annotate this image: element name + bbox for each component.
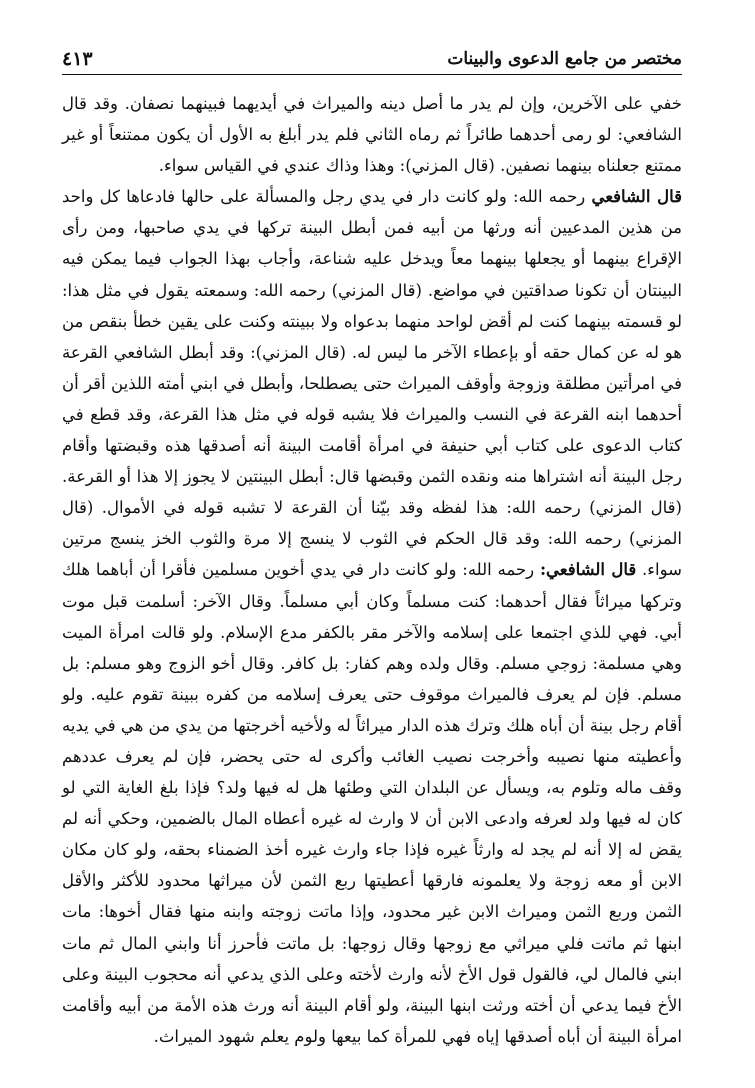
page-header bbox=[62, 40, 682, 74]
running-title: مختصر من جامع الدعوى والبينات bbox=[447, 49, 682, 69]
paragraph-2-text-continued: رحمه الله: ولو كانت دار في يدي أخوين مسلمين فأقرا أن أباهما هلك وتركها ميراثاً فقال أحدهما: كنت مسلماً وكان أبي مسلماً. وقال الآخر: أسلمت قبل موت أبي. فهي للذي اجتمعا على إسلامه والآخر مقر بالكفر مدع الإسلام. ولو قالت امرأة الميت وهي مسلمة: زوجي مسلم. وقال ولده وهم كفار: بل كافر. وقال أخو الزوج وهو مسلم: بل مسلم. فإن لم يعرف فالميراث موقوف حتى يعرف إسلامه من كفره ببينة تقوم عليه. ولو أقام رجل بينة أن أباه هلك وترك هذه الدار ميراثاً له ولأخيه أخرجتها من يدي من هي في يديه وأعطيته منها نصيبه وأخرجت نصيب الغائب وأكرى له حتى يحضر، فإن لم يعرف عددهم وقف ماله وتلوم به، ويسأل عن البلدان التي وطئها هل له فيها ولد؟ فإذا بلغ الغاية التي لو كان له فيها ولد لعرفه وادعى الابن أن لا وارث له غيره أعطاه المال بالضمين، وحكي أنه لم يقض له إلا أنه لم يجد له وارثاً غيره فإذا جاء وارث غيره أخذ الضمناء بحقه، ولو كان مكان الابن أو معه زوجة ولا يعلمونه فارقها أعطيتها ربع الثمن لأن ميراثها محدود للأكثر والأقل الثمن وربع الثمن وميراث الابن غير محدود، وإذا ماتت زوجته وابنه منها فقال أخوها: مات ابنها ثم ماتت فلي ميراثي مع زوجها وقال زوجها: بل ماتت فأحرز أنا وابني المال ثم مات ابني فالمال لي، فالقول قول الأخ لأنه وارث لأخته وعلى الذي يدعي أنه محجوب البينة وعلى الأخ فيما يدعي أن أخته ورثت ابنها البينة، ولو أقام البينة أنه ورث هذه الأمة من أبيه وأقامت امرأة البينة أن أباه أصدقها إياه فهي للمرأة كما بيعها ولوم يعلم شهود الميراث. bbox=[62, 560, 682, 1046]
paragraph-2-text: رحمه الله: ولو كانت دار في يدي رجل والمسألة على حالها فادعاها كل واحد من هذين المدعيين أنه ورثها من أبيه فمن أبطل البينة تركها في يدي صاحبها، ومن رأى الإقراع بينهما أو يجعلها بينهما معاً ويدخل عليه شناعة، وأجاب بهذا الجواب فيما يمكن فيه البينتان أن تكونا صداقتين في مواضع. (قال المزني) رحمه الله: وسمعته يقول في مثل هذا: لو قسمته بينهما كنت لم أقض لواحد منهما بدعواه ولا ببينته وكنت على يقين خطأ بنقص من هو له عن كمال حقه أو بإعطاء الآخر ما ليس له. (قال المزني): وقد أبطل الشافعي القرعة في امرأتين مطلقة وزوجة وأوقف الميراث حتى يصطلحا، وأبطل في ابني أمته اللذين أقر أن أحدهما ابنه القرعة في النسب والميراث فلا يشبه قوله في مثل هذا القرعة، وقد قطع في كتاب الدعوى على كتاب أبي حنيفة في امرأة أقامت البينة أنه أصدقها هذه وقبضتها وأقام رجل البينة أنه اشتراها منه ونقده الثمن وقبضها قال: أبطل البينتين لا يجوز إلا هذا أو القرعة. (قال المزني) رحمه الله: هذا لفظه وقد بيّنا أن القرعة لا تشبه قوله في الأموال. (قال المزني) رحمه الله: وقد قال الحكم في الثوب لا ينسج إلا مرة والثوب الخز ينسج مرتين سواء. bbox=[62, 187, 682, 580]
paragraph-2 bbox=[62, 181, 682, 1052]
paragraph-1 bbox=[62, 88, 682, 181]
speaker-heading: قال الشافعي bbox=[591, 187, 682, 207]
body-text bbox=[62, 88, 682, 1052]
header-rule bbox=[62, 74, 682, 75]
page-number: ٤١٣ bbox=[62, 48, 93, 70]
speaker-heading-2: قال الشافعي: bbox=[539, 560, 637, 580]
paragraph-1-text: خفي على الآخرين، وإن لم يدر ما أصل دينه والميراث في أيديهما فبينهما نصفان. وقد قال الشافعي: لو رمى أحدهما طائراً ثم رماه الثاني فلم يدر أبلغ به الأول أن يكون ممتنعاً أو غير ممتنع جعلناه بينهما نصفين. (قال المزني): وهذا وذاك عندي في القياس سواء. bbox=[62, 94, 682, 176]
